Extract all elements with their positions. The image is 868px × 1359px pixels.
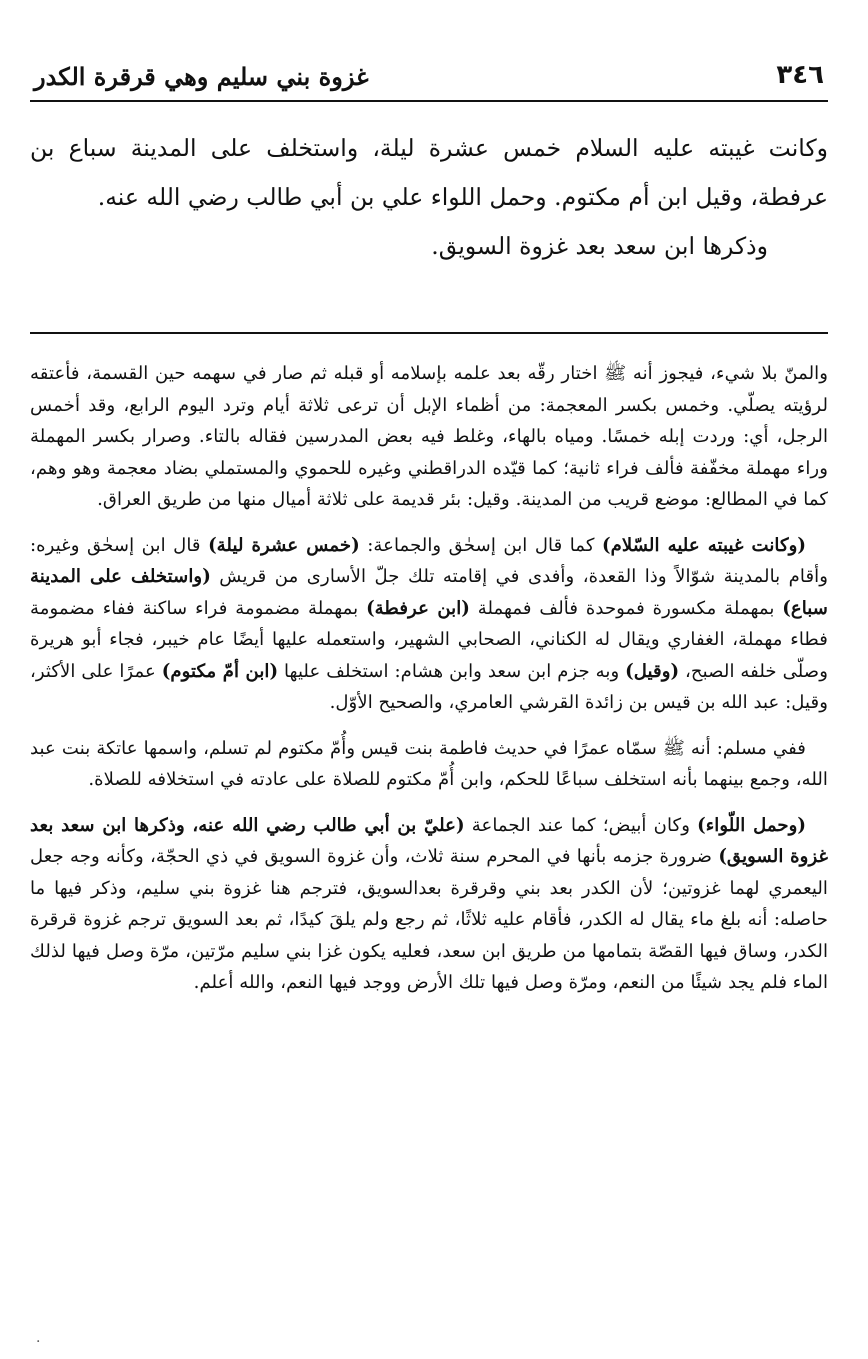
commentary-text: كما قال ابن إسحٰق والجماعة: bbox=[359, 534, 602, 556]
commentary-text: قال ابن إسحٰق وغيره: وأقام بالمدينة شوّالاً وذا القعدة، وأفدى في إقامته تلك جلّ الأسارى من قريش bbox=[30, 534, 828, 587]
page-header bbox=[30, 58, 828, 102]
main-text bbox=[30, 124, 828, 271]
quoted-text: (وحمل اللّواء) bbox=[697, 814, 806, 836]
main-paragraph: وكانت غيبته عليه السلام خمس عشرة ليلة، واستخلف على المدينة سباع بن عرفطة، وقيل ابن أم مكتوم. وحمل اللواء علي بن أبي طالب رضي الله عنه. bbox=[30, 134, 828, 211]
commentary bbox=[30, 358, 828, 1013]
margin-dot: · bbox=[36, 1334, 41, 1350]
running-title: غزوة بني سليم وهي قرقرة الكدر bbox=[34, 62, 369, 91]
quoted-text: (وكانت غيبته عليه السّلام) bbox=[601, 534, 807, 556]
quoted-text: (ابن عرفطة) bbox=[366, 597, 470, 619]
footnote-divider bbox=[30, 332, 828, 334]
commentary-paragraph bbox=[30, 530, 828, 719]
commentary-text: عمرًا على الأكثر، وقيل: عبد الله بن قيس بن زائدة القرشي العامري، والصحيح الأوّل. bbox=[30, 660, 828, 713]
quoted-text: (عليّ بن أبي طالب رضي الله عنه، وذكرها ابن سعد بعد غزوة السويق) bbox=[30, 814, 828, 867]
quoted-text: (واستخلف على المدينة سباع) bbox=[30, 566, 828, 619]
main-paragraph: وذكرها ابن سعد بعد غزوة السويق. bbox=[431, 232, 768, 260]
page-number: ٣٤٦ bbox=[776, 60, 824, 90]
commentary-text: بمهملة مضمومة فراء ساكنة ففاء مضمومة فطاء مهملة، الغفاري ويقال له الكناني، الصحابي الشهير، واستعمله عليها أيضًا عام خيبر، فجاء أبو هريرة وصلّى خلفه الصبح، bbox=[30, 597, 828, 682]
quoted-text: (وقيل) bbox=[625, 660, 680, 682]
quoted-text: (خمس عشرة ليلة) bbox=[208, 534, 360, 556]
commentary-paragraph: والمنّ بلا شيء، فيجوز أنه ﷺ اختار رقّه بعد علمه بإسلامه أو قبله ثم صار في سهمه حين القسمة، فأعتقه لرؤيته يصلّي. وخمس بكسر المعجمة: من أظماء الإبل أن ترعى ثلاثة أيام وترد اليوم الرابع، وقد أخمس الرجل، أي: وردت إبله خمسًا. ومياه بالهاء، وغلط فيه بعض المدرسين فقاله بالتاء. وصرار بكسر المهملة وراء مهملة مخفّفة فألف فراء ثانية؛ كما قيّده الدراقطني وغيره للحموي والمستملي بضاد معجمة وهو وهم، كما في المطالع: موضع قريب من المدينة. وقيل: بئر قديمة على ثلاثة أميال منها من طريق العراق. bbox=[30, 363, 828, 510]
commentary-paragraph bbox=[30, 810, 828, 999]
commentary-text: بمهملة مكسورة فموحدة فألف فمهملة bbox=[469, 597, 783, 619]
commentary-text: وكان أبيض؛ كما عند الجماعة bbox=[464, 814, 698, 836]
quoted-text: (ابن أمّ مكتوم) bbox=[161, 660, 279, 682]
commentary-text: وبه جزم ابن سعد وابن هشام: استخلف عليها bbox=[278, 660, 626, 682]
commentary-text: ضرورة جزمه بأنها في المحرم سنة ثلاث، وأن غزوة السويق في ذي الحجّة، وكأنه وجه جعل اليعمري لهما غزوتين؛ لأن الكدر بعد بني وقرقرة بعدالسويق، فترجم هنا غزوة بني سليم، وذكر فيها ما حاصله: أنه بلغ ماء يقال له الكدر، فأقام عليه ثلاثًا، ثم رجع ولم يلقَ كيدًا، ثم بعد السويق ترجم غزوة قرقرة الكدر، وساق فيها القصّة بتمامها من طريق ابن سعد، فعليه يكون غزا بني سليم مرّتين، مرّة وصل فيها لذلك الماء فلم يجد شيئًا من النعم، ومرّة وصل فيها تلك الأرض ووجد فيها النعم، والله أعلم. bbox=[30, 846, 828, 993]
commentary-paragraph: ففي مسلم: أنه ﷺ سمّاه عمرًا في حديث فاطمة بنت قيس وأُمّ مكتوم لم تسلم، واسمها عاتكة بنت عبد الله، وجمع بينهما بأنه استخلف سباعًا للحكم، وابن أُمّ مكتوم للصلاة على عادته في استخلافه للصلاة. bbox=[30, 737, 828, 790]
